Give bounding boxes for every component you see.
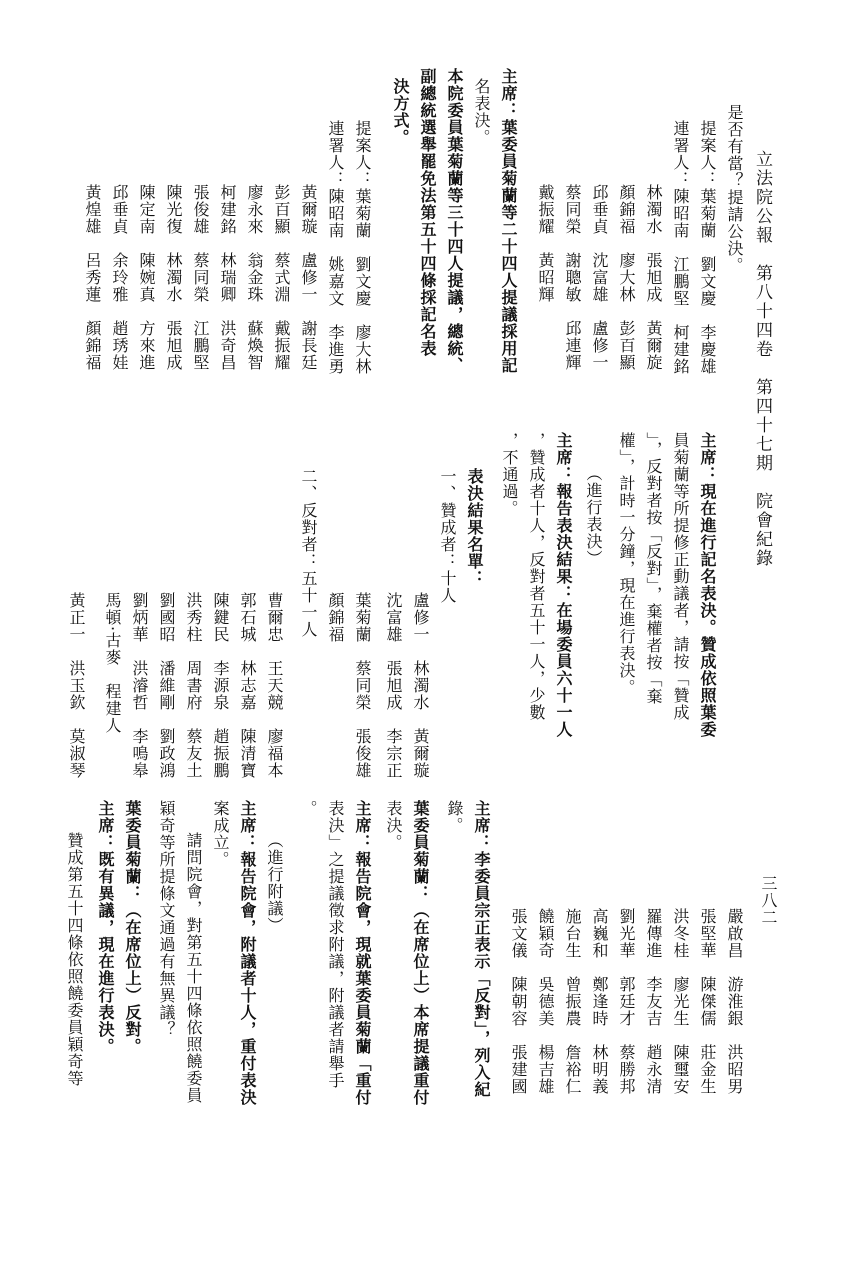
- text-column: 邱垂貞 沈富雄 盧修一: [590, 184, 609, 371]
- text-column: 洪冬桂 廖光生 陳璽安: [671, 908, 690, 1095]
- text-column: 高巍和 鄭逢時 林明義: [590, 908, 609, 1095]
- page-number: 三八二: [759, 875, 778, 926]
- text-column: 葉菊蘭 蔡同榮 張俊雄: [353, 592, 372, 779]
- text-column: 盧修一 林濁水 黃爾璇: [411, 592, 430, 779]
- text-column: 彭百顯 蔡式淵 戴振耀: [272, 184, 291, 371]
- text-column: 蔡同榮 謝聰敏 邱連輝: [563, 184, 582, 371]
- text-column: 顏錦福 廖大林 彭百顯: [617, 184, 636, 371]
- text-column: 是否有當？提請公決。: [725, 104, 744, 274]
- text-column: 林濁水 張旭成 黃爾旋: [644, 184, 663, 371]
- text-column: 提案人：葉菊蘭 劉文慶 廖大林: [353, 120, 372, 375]
- text-column: （進行表決）: [584, 465, 603, 567]
- text-column: 表決。: [384, 800, 403, 851]
- text-column: 。: [299, 800, 318, 817]
- text-column: 黃爾璇 盧修一 謝長廷: [299, 184, 318, 371]
- text-column: 決方式。: [391, 78, 410, 146]
- text-column: 羅傳進 李友吉 趙永清: [644, 908, 663, 1095]
- text-column: 權」，計時一分鐘，現在進行表決。: [617, 432, 636, 696]
- text-column: 案成立。: [211, 800, 230, 868]
- text-column: 邱垂貞 余玲雅 趙琇娃: [110, 184, 129, 371]
- text-column: 主席：報告表決結果：在場委員六十一人: [554, 432, 573, 738]
- text-column: 錄。: [445, 800, 464, 834]
- text-column: 連署人：陳昭南 姚嘉文 李進勇: [326, 120, 345, 375]
- text-column: 穎奇等所提條文通過有無異議？: [157, 800, 176, 1038]
- text-column: 本院委員葉菊蘭等三十四人提議，總統、: [445, 68, 464, 374]
- text-column: 一、贊成者：十人: [438, 468, 457, 604]
- text-column: 郭石城 林志嘉 陳清寶: [238, 592, 257, 779]
- text-column: 戴振耀 黃昭輝: [536, 184, 555, 303]
- text-column: 陳光復 林濁水 張旭成: [164, 184, 183, 371]
- text-column: 陳鍵民 李源泉 趙振鵬: [211, 592, 230, 779]
- text-column: 主席：現在進行記名表決。贊成依照葉委: [698, 432, 717, 738]
- text-column: 顏錦福: [326, 592, 345, 643]
- text-column: 黃正一 洪玉欽 莫淑琴: [67, 592, 86, 779]
- text-column: 表決」之提議徵求附議，附議者請舉手: [326, 800, 345, 1089]
- text-column: 沈富雄 張旭成 李宗正: [384, 592, 403, 779]
- text-column: 張文儀 陳朝容 張建國: [509, 908, 528, 1095]
- text-column: 主席：報告院會，附議者十人，重付表決: [238, 800, 257, 1106]
- text-column: 柯建銘 林瑞卿 洪奇昌: [218, 184, 237, 371]
- text-column: 主席：報告院會，現就葉委員菊蘭「重付: [353, 800, 372, 1106]
- text-column: 嚴啟昌 游淮銀 洪昭男: [725, 908, 744, 1095]
- text-column: 贊成第五十四條依照饒委員穎奇等: [65, 832, 84, 1087]
- text-column: 劉國昭 潘維剛 劉政鴻: [157, 592, 176, 779]
- text-column: 副總統選舉罷免法第五十四條採記名表: [418, 68, 437, 357]
- text-column: 主席：既有異議，現在進行表決。: [96, 800, 115, 1055]
- gazette-header: 立法院公報 第八十四卷 第四十七期 院會紀錄: [752, 150, 772, 568]
- text-column: 請問院會，對第五十四條依照饒委員: [184, 832, 203, 1104]
- text-column: 提案人：葉菊蘭 劉文慶 李慶雄: [698, 120, 717, 375]
- text-column: 員菊蘭等所提修正動議者，請按「贊成: [671, 432, 690, 721]
- text-column: 主席：李委員宗正表示「反對」，列入紀: [472, 800, 491, 1098]
- text-column: 二、反對者：五十一人: [299, 468, 318, 638]
- text-column: （進行附議）: [265, 832, 284, 934]
- text-column: 張俊雄 蔡同榮 江鵬堅: [191, 184, 210, 371]
- text-column: ，不通過。: [500, 432, 519, 517]
- text-column: 洪秀柱 周書府 蔡友土: [184, 592, 203, 779]
- text-column: 劉光華 郭廷才 蔡勝邦: [617, 908, 636, 1095]
- text-column: 饒穎奇 吳德美 楊吉雄: [536, 908, 555, 1095]
- text-column: 」，反對者按「反對」，棄權者按「棄: [644, 432, 663, 705]
- text-column: ，贊成者十人，反對者五十一人，少數: [527, 432, 546, 721]
- text-column: 主席：葉委員菊蘭等二十四人提議採用記: [499, 68, 518, 374]
- text-column: 張堅華 陳傑儒 莊金生: [698, 908, 717, 1095]
- text-column: 黃煌雄 呂秀蓮 顏錦福: [83, 184, 102, 371]
- text-column: 廖永來 翁金珠 蘇煥智: [245, 184, 264, 371]
- text-column: 馬頓‧古麥 程建人: [103, 592, 122, 735]
- text-column: 連署人：陳昭南 江鵬堅 柯建銘: [671, 120, 690, 375]
- text-column: 葉委員菊蘭：（在席位上）本席提議重付: [411, 800, 430, 1106]
- text-column: 名表決。: [472, 78, 491, 146]
- text-column: 陳定南 陳婉真 方來進: [137, 184, 156, 371]
- text-column: 表決結果名單：: [465, 468, 484, 587]
- text-column: 劉炳華 洪濬哲 李鳴皋: [130, 592, 149, 779]
- text-column: 施台生 曾振農 詹裕仁: [563, 908, 582, 1095]
- text-column: 曹爾忠 王天競 廖福本: [265, 592, 284, 779]
- text-column: 葉委員菊蘭：（在席位上）反對。: [123, 800, 142, 1055]
